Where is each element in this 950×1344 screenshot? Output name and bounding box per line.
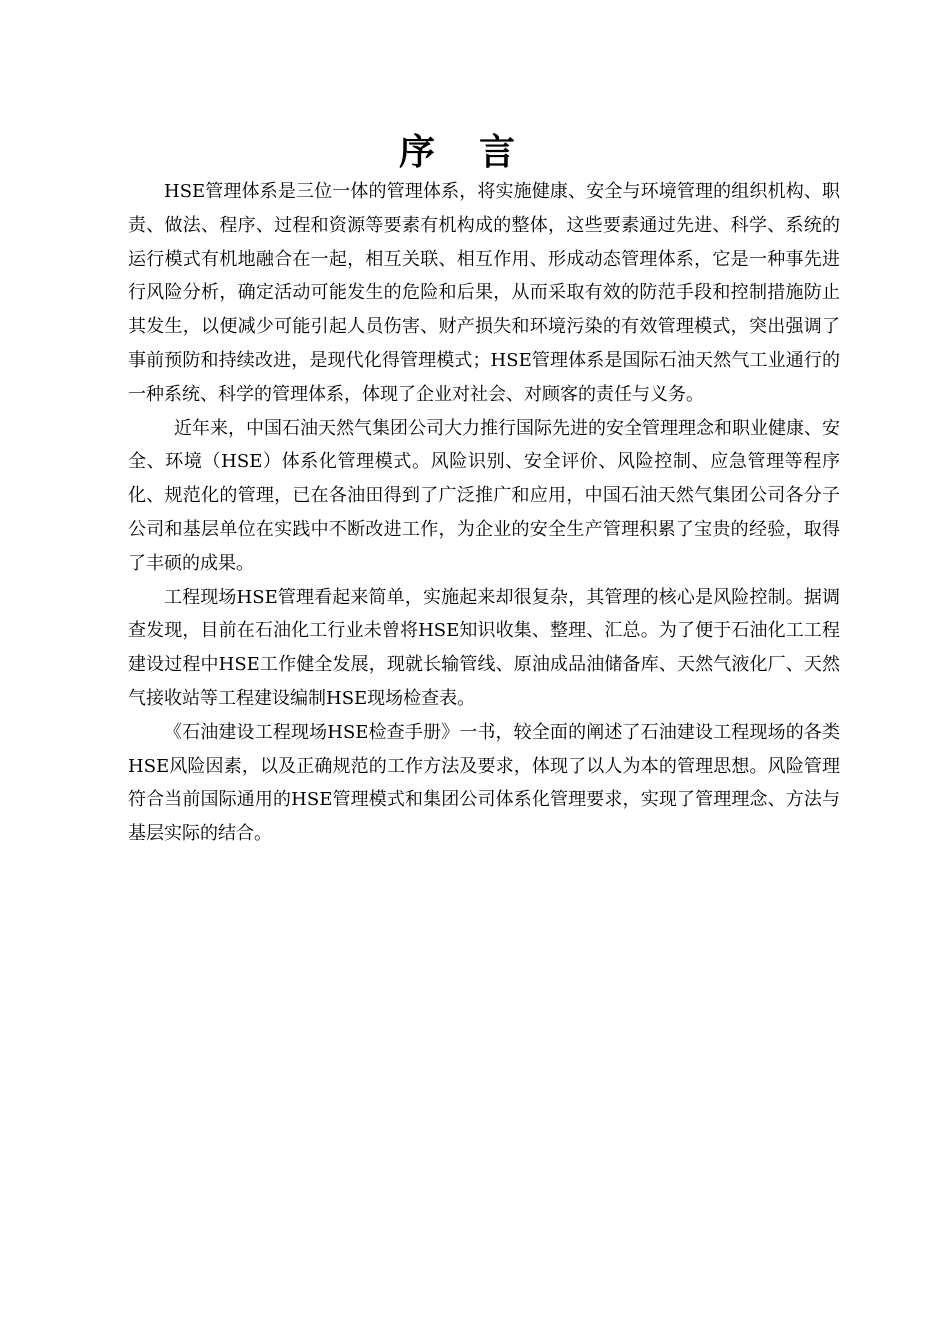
paragraph-2: 近年来，中国石油天然气集团公司大力推行国际先进的安全管理理念和职业健康、安全、环境（HSE）体系化管理模式。风险识别、安全评价、风险控制、应急管理等程序化、规范化的管理，已在各油田得到了广泛推广和应用，中国石油天然气集团公司各分子公司和基层单位在实践中不断改进工作，为企业的安全生产管理积累了宝贵的经验，取得了丰硕的成果。 <box>128 417 840 574</box>
paragraph-1: HSE管理体系是三位一体的管理体系，将实施健康、安全与环境管理的组织机构、职责、做法、程序、过程和资源等要素有机构成的整体，这些要素通过先进、科学、系统的运行模式有机地融合在一起，相互关联、相互作用、形成动态管理体系，它是一种事先进行风险分析，确定活动可能发生的危险和后果，从而采取有效的防范手段和控制措施防止其发生，以便减少可能引起人员伤害、财产损失和环境污染的有效管理模式，突出强调了事前预防和持续改进，是现代化得管理模式；HSE管理体系是国际石油天然气工业通行的一种系统、科学的管理体系，体现了企业对社会、对顾客的责任与义务。 <box>128 181 840 405</box>
title-char-1: 序 <box>398 131 439 173</box>
paragraph-4: 《石油建设工程现场HSE检查手册》一书，较全面的阐述了石油建设工程现场的各类HSE风险因素，以及正确规范的工作方法及要求，体现了以人为本的管理思想。风险管理符合当前国际通用的HSE管理模式和集团公司体系化管理要求，实现了管理理念、方法与基层实际的结合。 <box>128 721 840 845</box>
title-char-2: 言 <box>479 131 520 173</box>
preface-body <box>128 175 840 851</box>
paragraph-3: 工程现场HSE管理看起来简单，实施起来却很复杂，其管理的核心是风险控制。据调查发现，目前在石油化工行业未曾将HSE知识收集、整理、汇总。为了便于石油化工工程建设过程中HSE工作健全发展，现就长输管线、原油成品油储备库、天然气液化厂、天然气接收站等工程建设编制HSE现场检查表。 <box>128 586 840 709</box>
page-title <box>0 128 918 176</box>
